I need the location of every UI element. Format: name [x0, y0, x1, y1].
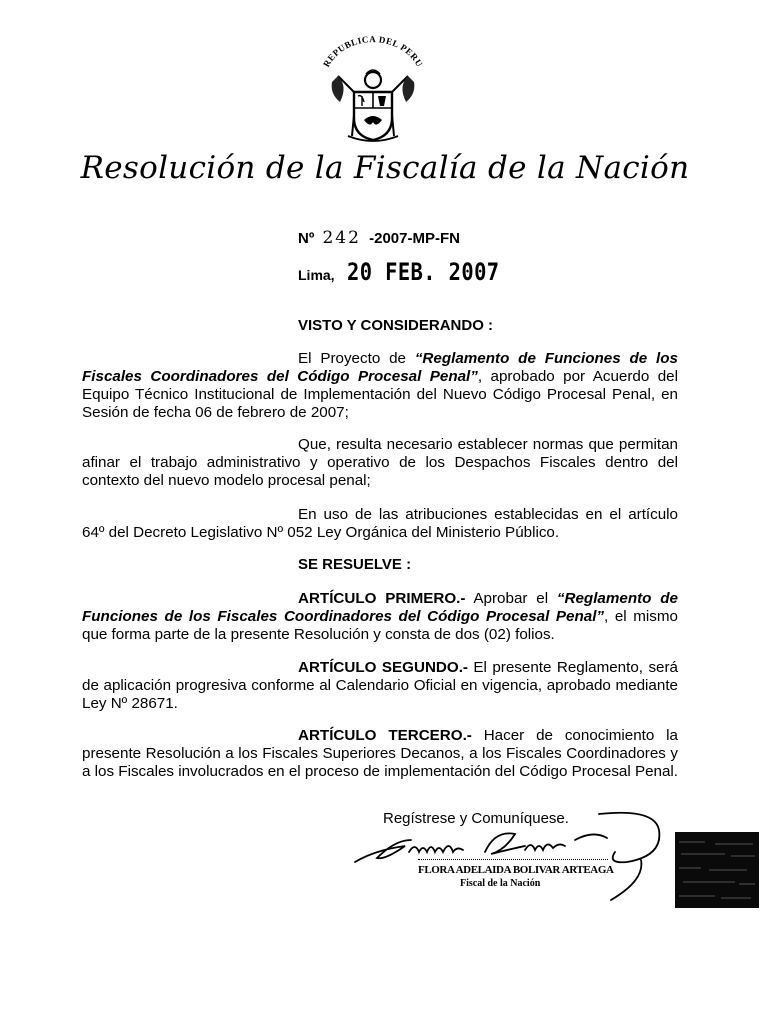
- art1-reglamento-title: “Reglamento de Funciones de los Fiscales Coordinadores del Código Procesal Penal”: [82, 590, 678, 625]
- official-stamp: [675, 832, 759, 908]
- art1-text-c: , el mismo que forma parte de la presente Resolución y consta de dos (02) folios.: [82, 608, 678, 643]
- signature-line: [418, 859, 608, 860]
- art2-label: ARTÍCULO SEGUNDO.-: [298, 659, 468, 676]
- paragraph-proyecto: [82, 350, 678, 422]
- art2-text: El presente Reglamento, será de aplicación progresiva conforme al Calendario Oficial en vigencia, aprobado mediante Ley Nº 28671.: [82, 659, 678, 712]
- p1-text-a: El Proyecto de: [298, 350, 415, 367]
- date-line: [298, 258, 526, 286]
- art3-label: ARTÍCULO TERCERO.-: [298, 727, 472, 744]
- number-suffix: -2007-MP-FN: [369, 230, 460, 247]
- paragraph-atribuciones: En uso de las atribuciones establecidas en el artículo 64º del Decreto Legislativo Nº 052 Ley Orgánica del Ministerio Público.: [82, 506, 678, 541]
- article-segundo: [82, 659, 678, 713]
- date-label: Lima,: [298, 267, 335, 283]
- closing-formula: Regístrese y Comuníquese.: [383, 810, 569, 827]
- number-prefix: Nº: [298, 230, 315, 247]
- art1-text-a: Aprobar el: [465, 590, 557, 607]
- document-title: Resolución de la Fiscalía de la Nación: [80, 150, 690, 186]
- signer-title: Fiscal de la Nación: [460, 878, 541, 889]
- article-primero: [82, 590, 678, 644]
- signer-name: FLORA ADELAIDA BOLIVAR ARTEAGA: [418, 864, 614, 876]
- article-tercero: [82, 727, 678, 781]
- seal-lettering: REPUBLICA DEL PERU: [321, 36, 425, 69]
- art3-text: Hacer de conocimiento la presente Resolución a los Fiscales Superiores Decanos, a los Fiscales Coordinadores y a los Fiscales involucrados en el proceso de implementación del Código Procesal Penal.: [82, 727, 679, 780]
- resolution-number: [298, 228, 460, 248]
- handwritten-number: 242: [322, 228, 361, 248]
- art1-label: ARTÍCULO PRIMERO.-: [298, 590, 466, 607]
- paragraph-que: Que, resulta necesario establecer normas que permitan afinar el trabajo administrativo y operativo de los Despachos Fiscales dentro del contexto del nuevo modelo procesal penal;: [82, 436, 678, 489]
- coat-of-arms-seal: [318, 36, 428, 146]
- p1-reglamento-title: “Reglamento de Funciones de los Fiscales Coordinadores del Código Procesal Penal”: [82, 350, 678, 385]
- heading-visto: VISTO Y CONSIDERANDO :: [298, 317, 494, 334]
- heading-resuelve: SE RESUELVE :: [298, 556, 412, 573]
- date-stamp: 20 FEB. 2007: [347, 258, 500, 286]
- p1-text-c: , aprobado por Acuerdo del Equipo Técnico Institucional de Implementación del Nuevo Código Procesal Penal, en Sesión de fecha 06 de febrero de 2007;: [82, 368, 679, 421]
